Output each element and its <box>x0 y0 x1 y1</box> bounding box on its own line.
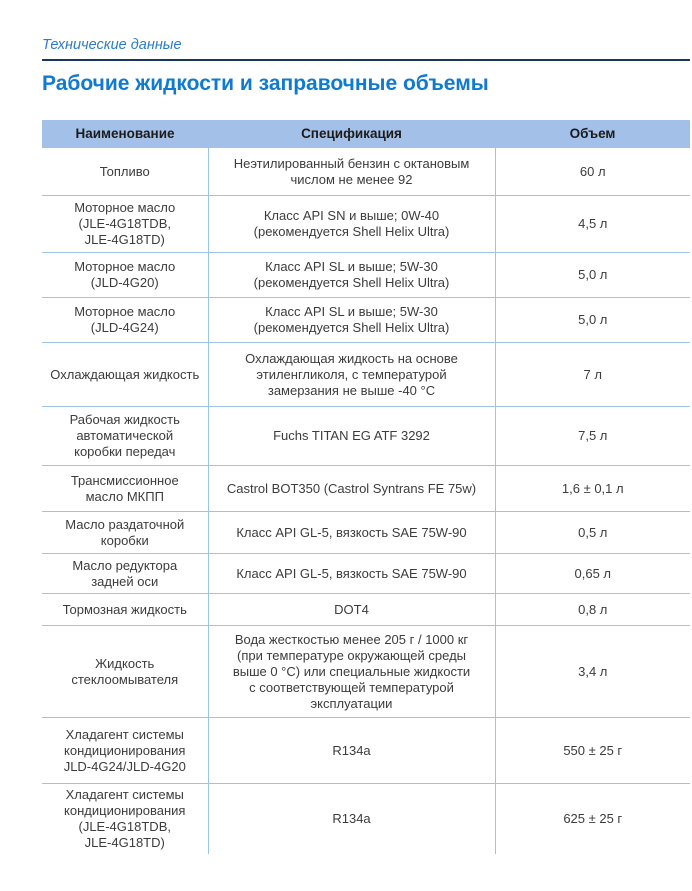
volume-cell: 5,0 л <box>495 253 690 298</box>
name-cell: Жидкость стеклоомывателя <box>42 626 208 718</box>
table-row <box>42 594 690 626</box>
volume-cell: 4,5 л <box>495 196 690 253</box>
spec-cell: Неэтилированный бензин с октановым числом не менее 92 <box>208 148 495 196</box>
column-header-spec: Спецификация <box>208 120 495 148</box>
table-row <box>42 196 690 253</box>
volume-cell: 5,0 л <box>495 298 690 343</box>
table-row <box>42 554 690 594</box>
table-row <box>42 466 690 512</box>
spec-cell: Класс API SL и выше; 5W-30 (рекомендуется Shell Helix Ultra) <box>208 253 495 298</box>
table-row <box>42 253 690 298</box>
spec-cell: Класс API GL-5, вязкость SAE 75W-90 <box>208 512 495 554</box>
name-cell: Топливо <box>42 148 208 196</box>
spec-cell: DOT4 <box>208 594 495 626</box>
name-cell: Рабочая жидкость автоматической коробки передач <box>42 407 208 466</box>
spec-cell: Класс API SL и выше; 5W-30 (рекомендуется Shell Helix Ultra) <box>208 298 495 343</box>
table-body <box>42 148 690 854</box>
column-header-volume: Объем <box>495 120 690 148</box>
name-cell: Трансмиссионное масло МКПП <box>42 466 208 512</box>
name-cell: Хладагент системы кондиционирования JLD-4G24/JLD-4G20 <box>42 718 208 784</box>
section-label: Технические данные <box>42 37 182 53</box>
spec-cell: Охлаждающая жидкость на основе этиленгликоля, с температурой замерзания не выше -40 °C <box>208 343 495 407</box>
spec-cell: Castrol BOT350 (Castrol Syntrans FE 75w) <box>208 466 495 512</box>
volume-cell: 1,6 ± 0,1 л <box>495 466 690 512</box>
spec-cell: Класс API GL-5, вязкость SAE 75W-90 <box>208 554 495 594</box>
table-row <box>42 407 690 466</box>
name-cell: Моторное масло (JLD-4G24) <box>42 298 208 343</box>
table-row <box>42 298 690 343</box>
table-row <box>42 343 690 407</box>
table-row <box>42 784 690 854</box>
name-cell: Охлаждающая жидкость <box>42 343 208 407</box>
volume-cell: 7 л <box>495 343 690 407</box>
name-cell: Хладагент системы кондиционирования (JLE-4G18TDB, JLE-4G18TD) <box>42 784 208 854</box>
spec-cell: Fuchs TITAN EG ATF 3292 <box>208 407 495 466</box>
name-cell: Моторное масло (JLE-4G18TDB, JLE-4G18TD) <box>42 196 208 253</box>
volume-cell: 60 л <box>495 148 690 196</box>
name-cell: Тормозная жидкость <box>42 594 208 626</box>
page-title: Рабочие жидкости и заправочные объемы <box>42 72 489 95</box>
section-divider <box>42 59 690 61</box>
volume-cell: 625 ± 25 г <box>495 784 690 854</box>
fluids-table <box>42 120 690 854</box>
header-row <box>42 120 690 148</box>
spec-cell: Класс API SN и выше; 0W-40 (рекомендуется Shell Helix Ultra) <box>208 196 495 253</box>
volume-cell: 0,65 л <box>495 554 690 594</box>
table-row <box>42 718 690 784</box>
spec-cell: R134a <box>208 784 495 854</box>
spec-cell: R134a <box>208 718 495 784</box>
name-cell: Масло редуктора задней оси <box>42 554 208 594</box>
document-page <box>0 36 692 854</box>
name-cell: Моторное масло (JLD-4G20) <box>42 253 208 298</box>
volume-cell: 0,8 л <box>495 594 690 626</box>
table-row <box>42 512 690 554</box>
table-row <box>42 626 690 718</box>
volume-cell: 3,4 л <box>495 626 690 718</box>
table-row <box>42 148 690 196</box>
volume-cell: 0,5 л <box>495 512 690 554</box>
column-header-name: Наименование <box>42 120 208 148</box>
volume-cell: 7,5 л <box>495 407 690 466</box>
table-header <box>42 120 690 148</box>
volume-cell: 550 ± 25 г <box>495 718 690 784</box>
spec-cell: Вода жесткостью менее 205 г / 1000 кг (при температуре окружающей среды выше 0 °C) или специальные жидкости с соответствующей температурой эксплуатации <box>208 626 495 718</box>
name-cell: Масло раздаточной коробки <box>42 512 208 554</box>
